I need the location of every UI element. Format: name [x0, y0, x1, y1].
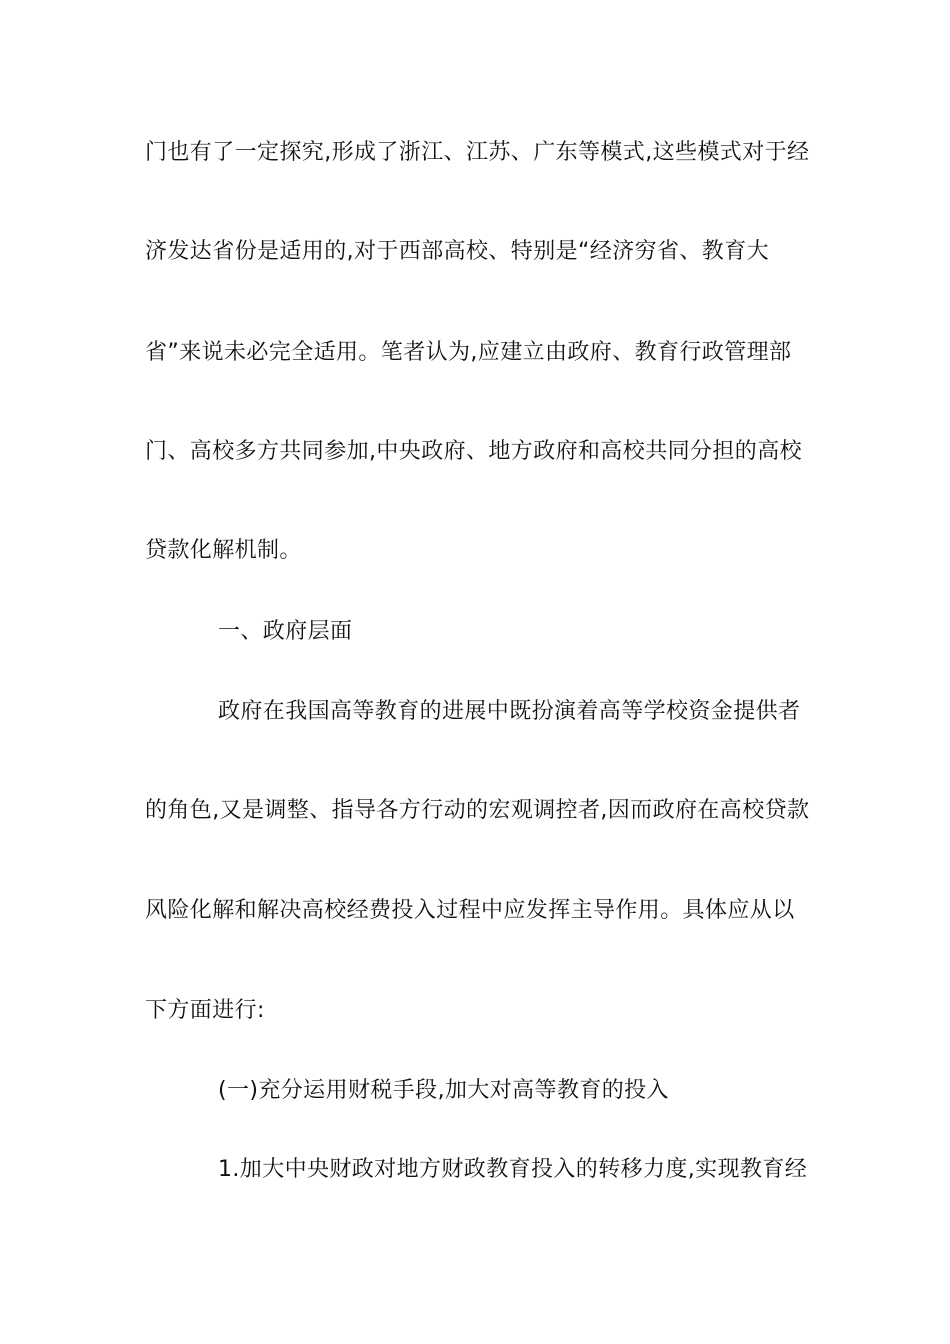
- section-heading: 一、政府层面: [218, 619, 353, 644]
- subsection-heading: (一)充分运用财税手段,加大对高等教育的投入: [218, 1078, 669, 1103]
- paragraph-line: 政府在我国高等教育的进展中既扮演着高等学校资金提供者: [218, 699, 801, 724]
- paragraph-line: 济发达省份是适用的,对于西部高校、特别是“经济穷省、教育大: [145, 239, 769, 264]
- paragraph-line: 门也有了一定探究,形成了浙江、江苏、广东等模式,这些模式对于经: [145, 140, 810, 165]
- paragraph-line: 风险化解和解决高校经费投入过程中应发挥主导作用。具体应从以: [145, 898, 795, 923]
- paragraph-line: 省”来说未必完全适用。笔者认为,应建立由政府、教育行政管理部: [145, 340, 792, 365]
- paragraph-line: 1.加大中央财政对地方财政教育投入的转移力度,实现教育经: [218, 1157, 808, 1182]
- paragraph-line: 门、高校多方共同参加,中央政府、地方政府和高校共同分担的高校: [145, 439, 802, 464]
- paragraph-line: 的角色,又是调整、指导各方行动的宏观调控者,因而政府在高校贷款: [145, 798, 810, 823]
- paragraph-line: 贷款化解机制。: [145, 538, 302, 563]
- paragraph-line: 下方面进行:: [145, 998, 265, 1023]
